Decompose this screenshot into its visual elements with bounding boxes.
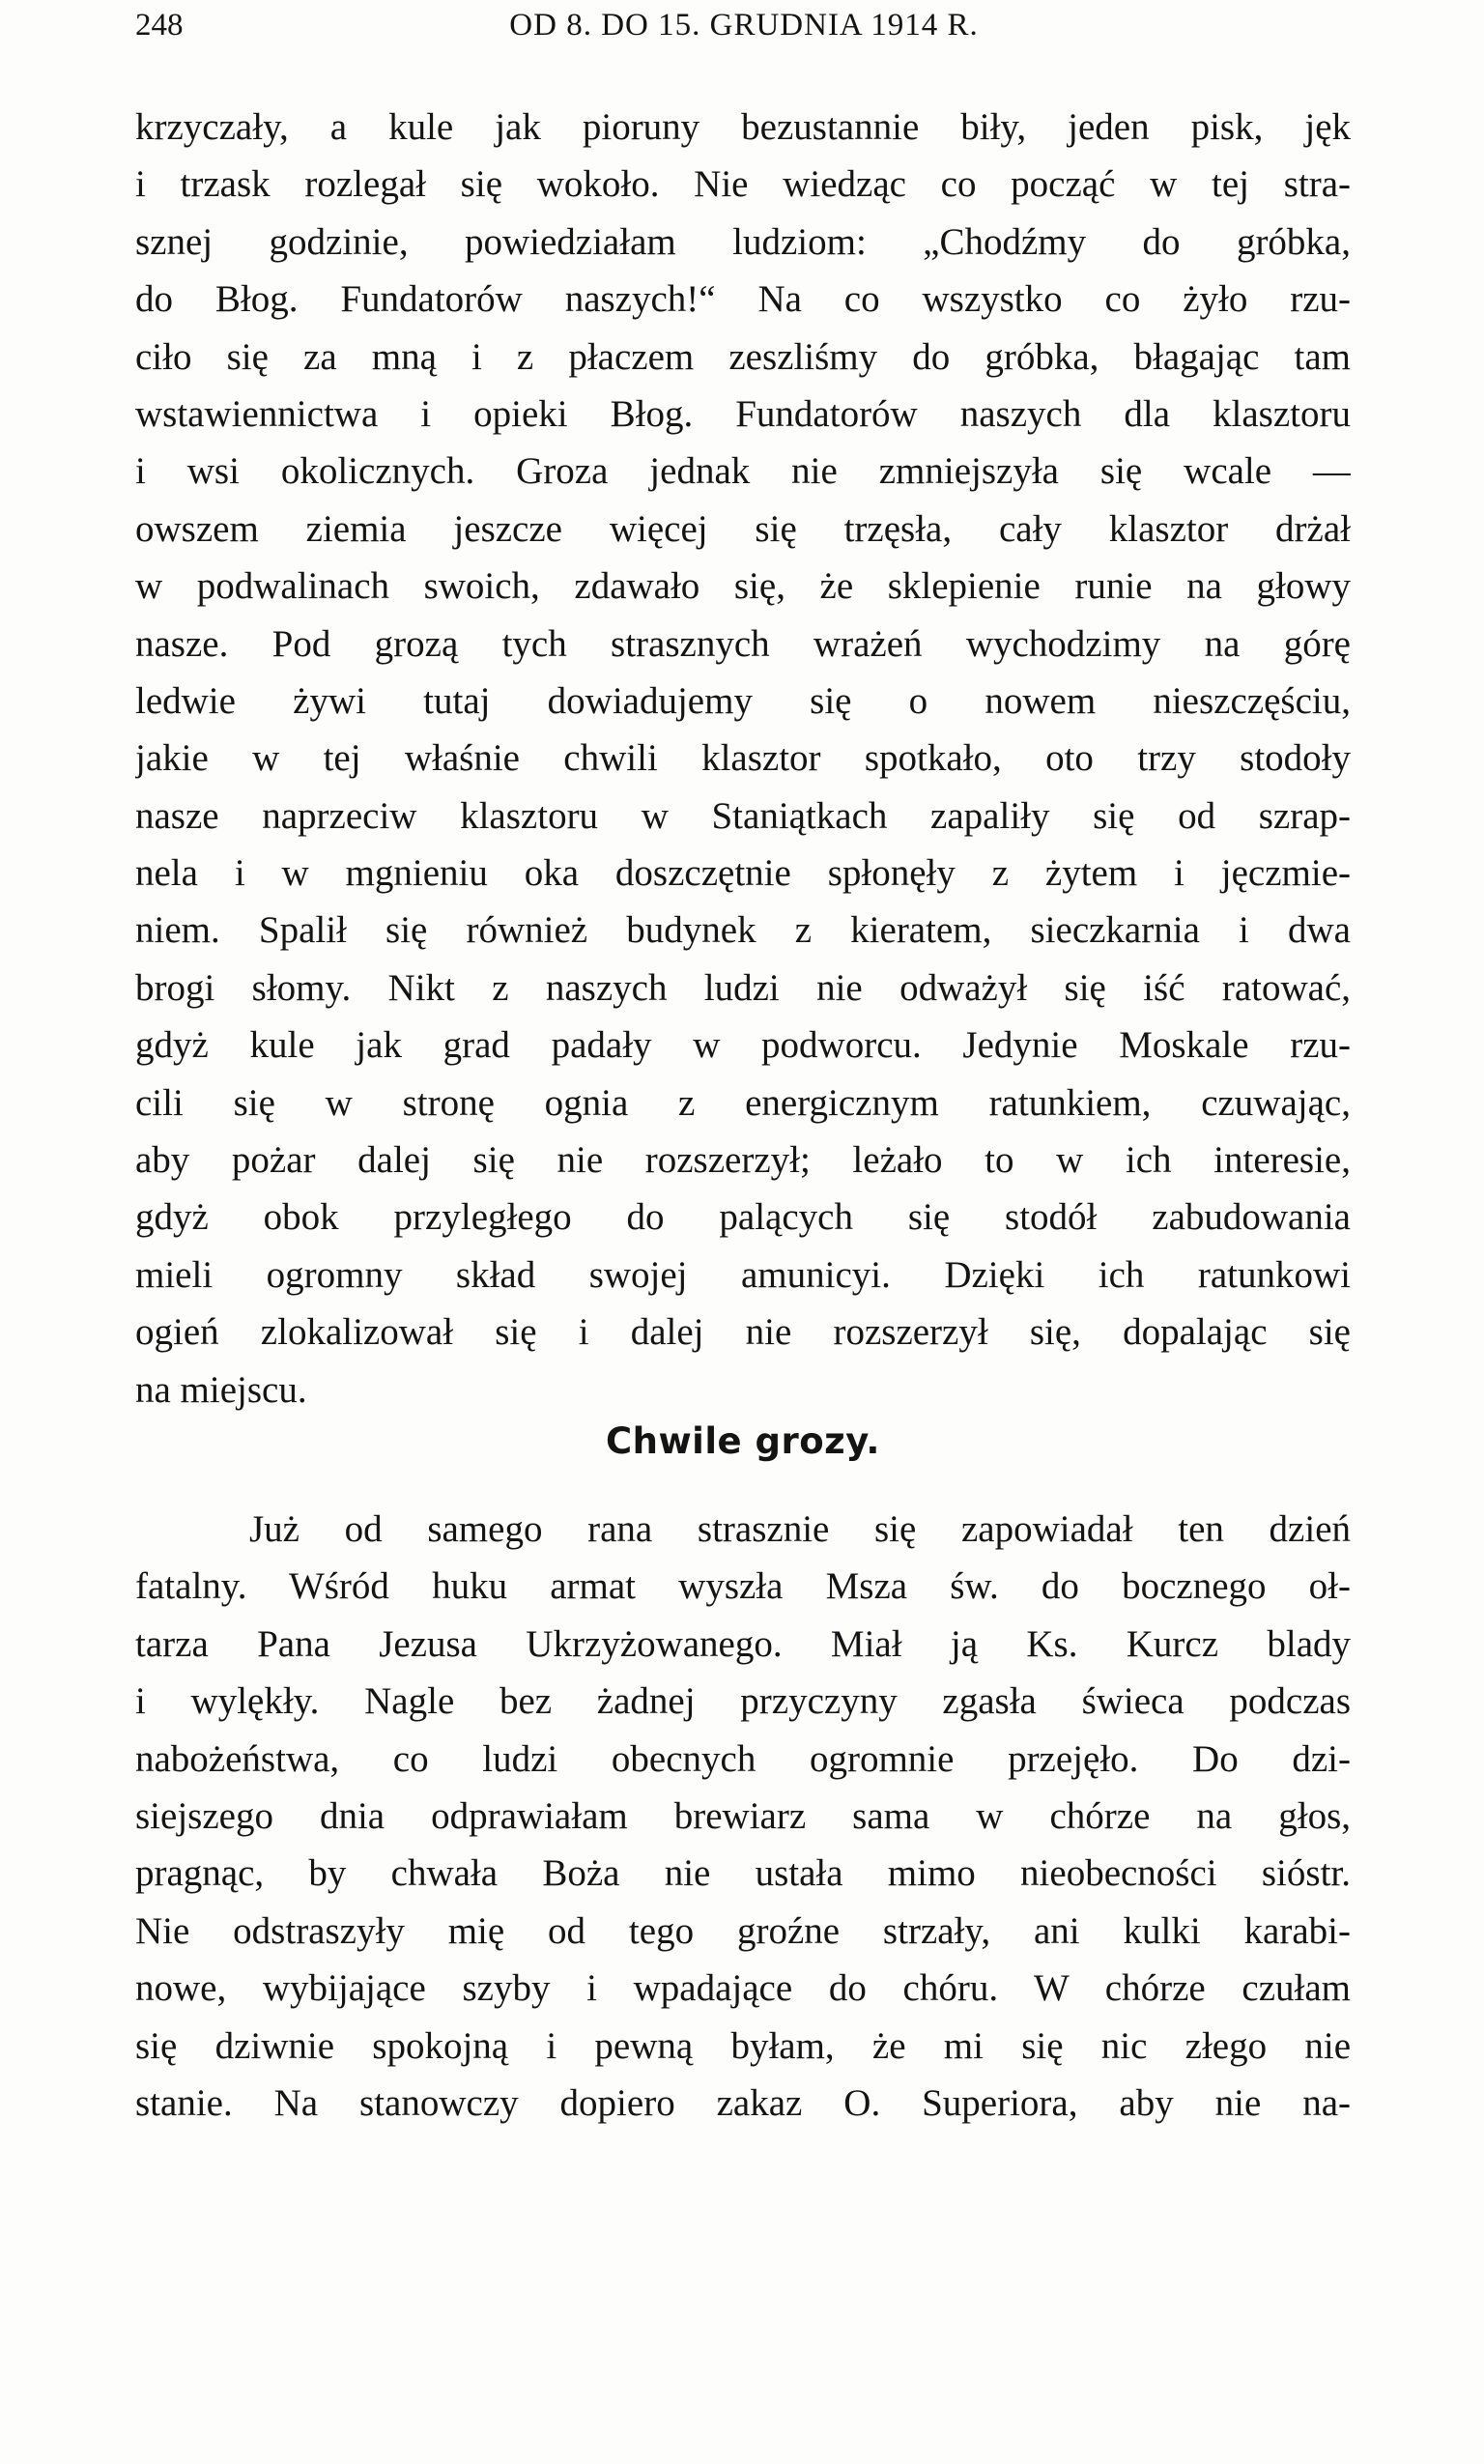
text-line: fatalny. Wśród huku armat wyszła Msza św. do bocznego oł- [135, 1565, 1351, 1608]
text-line: siejszego dnia odprawiałam brewiarz sama w chórze na głos, [135, 1794, 1351, 1837]
text-line: aby pożar dalej się nie rozszerzył; leżało to w ich interesie, [135, 1139, 1351, 1182]
text-line: wstawiennictwa i opieki Błog. Fundatorów naszych dla klasztoru [135, 392, 1351, 435]
text-line: pragnąc, by chwała Boża nie ustała mimo nieobecności sióstr. [135, 1852, 1351, 1895]
text-line: i wylękły. Nagle bez żadnej przyczyny zgasła świeca podczas [135, 1680, 1351, 1723]
page-number: 248 [135, 8, 184, 43]
text-line: gdyż kule jak grad padały w podworcu. Jedynie Moskale rzu- [135, 1024, 1351, 1067]
text-line: Już od samego rana strasznie się zapowiadał ten dzień [249, 1508, 1351, 1550]
text-line: Nie odstraszyły mię od tego groźne strzały, ani kulki karabi- [135, 1909, 1351, 1952]
text-line: nasze. Pod grozą tych strasznych wrażeń wychodzimy na górę [135, 622, 1351, 665]
text-line: tarza Pana Jezusa Ukrzyżowanego. Miał ją Ks. Kurcz blady [135, 1622, 1351, 1665]
text-line: niem. Spalił się również budynek z kieratem, sieczkarnia i dwa [135, 909, 1351, 952]
text-line: się dziwnie spokojną i pewną byłam, że mi się nic złego nie [135, 2024, 1351, 2067]
text-line: w podwalinach swoich, zdawało się, że sklepienie runie na głowy [135, 565, 1351, 608]
text-line: ledwie żywi tutaj dowiadujemy się o nowem nieszczęściu, [135, 679, 1351, 722]
text-line: sznej godzinie, powiedziałam ludziom: „Chodźmy do gróbka, [135, 220, 1351, 263]
text-line: krzyczały, a kule jak pioruny bezustannie biły, jeden pisk, jęk [135, 106, 1351, 148]
text-block-section [135, 1501, 1351, 2132]
text-line: ciło się za mną i z płaczem zeszliśmy do gróbka, błagając tam [135, 335, 1351, 378]
text-line: owszem ziemia jeszcze więcej się trzęsła, cały klasztor drżał [135, 507, 1351, 550]
text-line: i wsi okolicznych. Groza jednak nie zmniejszyła się wcale — [135, 450, 1351, 493]
text-line: nowe, wybijające szyby i wpadające do chóru. W chórze czułam [135, 1967, 1351, 2010]
running-head [135, 6, 1353, 44]
text-line: nasze naprzeciw klasztoru w Staniątkach zapaliły się od szrap- [135, 794, 1351, 837]
text-line: brogi słomy. Nikt z naszych ludzi nie odważył się iść ratować, [135, 966, 1351, 1009]
text-block-continuation [135, 99, 1351, 1418]
text-line: nabożeństwa, co ludzi obecnych ogromnie przejęło. Do dzi- [135, 1737, 1351, 1780]
text-line: stanie. Na stanowczy dopiero zakaz O. Superiora, aby nie na- [135, 2081, 1351, 2124]
text-line: nela i w mgnieniu oka doszczętnie spłonęły z żytem i jęczmie- [135, 852, 1351, 895]
text-line: mieli ogromny skład swojej amunicyi. Dzięki ich ratunkowi [135, 1253, 1351, 1296]
text-line: gdyż obok przyległego do palących się stodół zabudowania [135, 1196, 1351, 1239]
text-line: do Błog. Fundatorów naszych!“ Na co wszystko co żyło rzu- [135, 278, 1351, 321]
text-line: i trzask rozlegał się wokoło. Nie wiedząc co począć w tej stra- [135, 163, 1351, 206]
text-line: ogień zlokalizował się i dalej nie rozszerzył się, dopalając się [135, 1311, 1351, 1354]
section-heading: Chwile grozy. [606, 1420, 880, 1462]
text-line: cili się w stronę ognia z energicznym ratunkiem, czuwając, [135, 1081, 1351, 1124]
running-head-title: OD 8. DO 15. GRUDNIA 1914 R. [509, 8, 979, 43]
text-line: na miejscu. [135, 1368, 307, 1411]
text-line: jakie w tej właśnie chwili klasztor spotkało, oto trzy stodoły [135, 737, 1351, 780]
